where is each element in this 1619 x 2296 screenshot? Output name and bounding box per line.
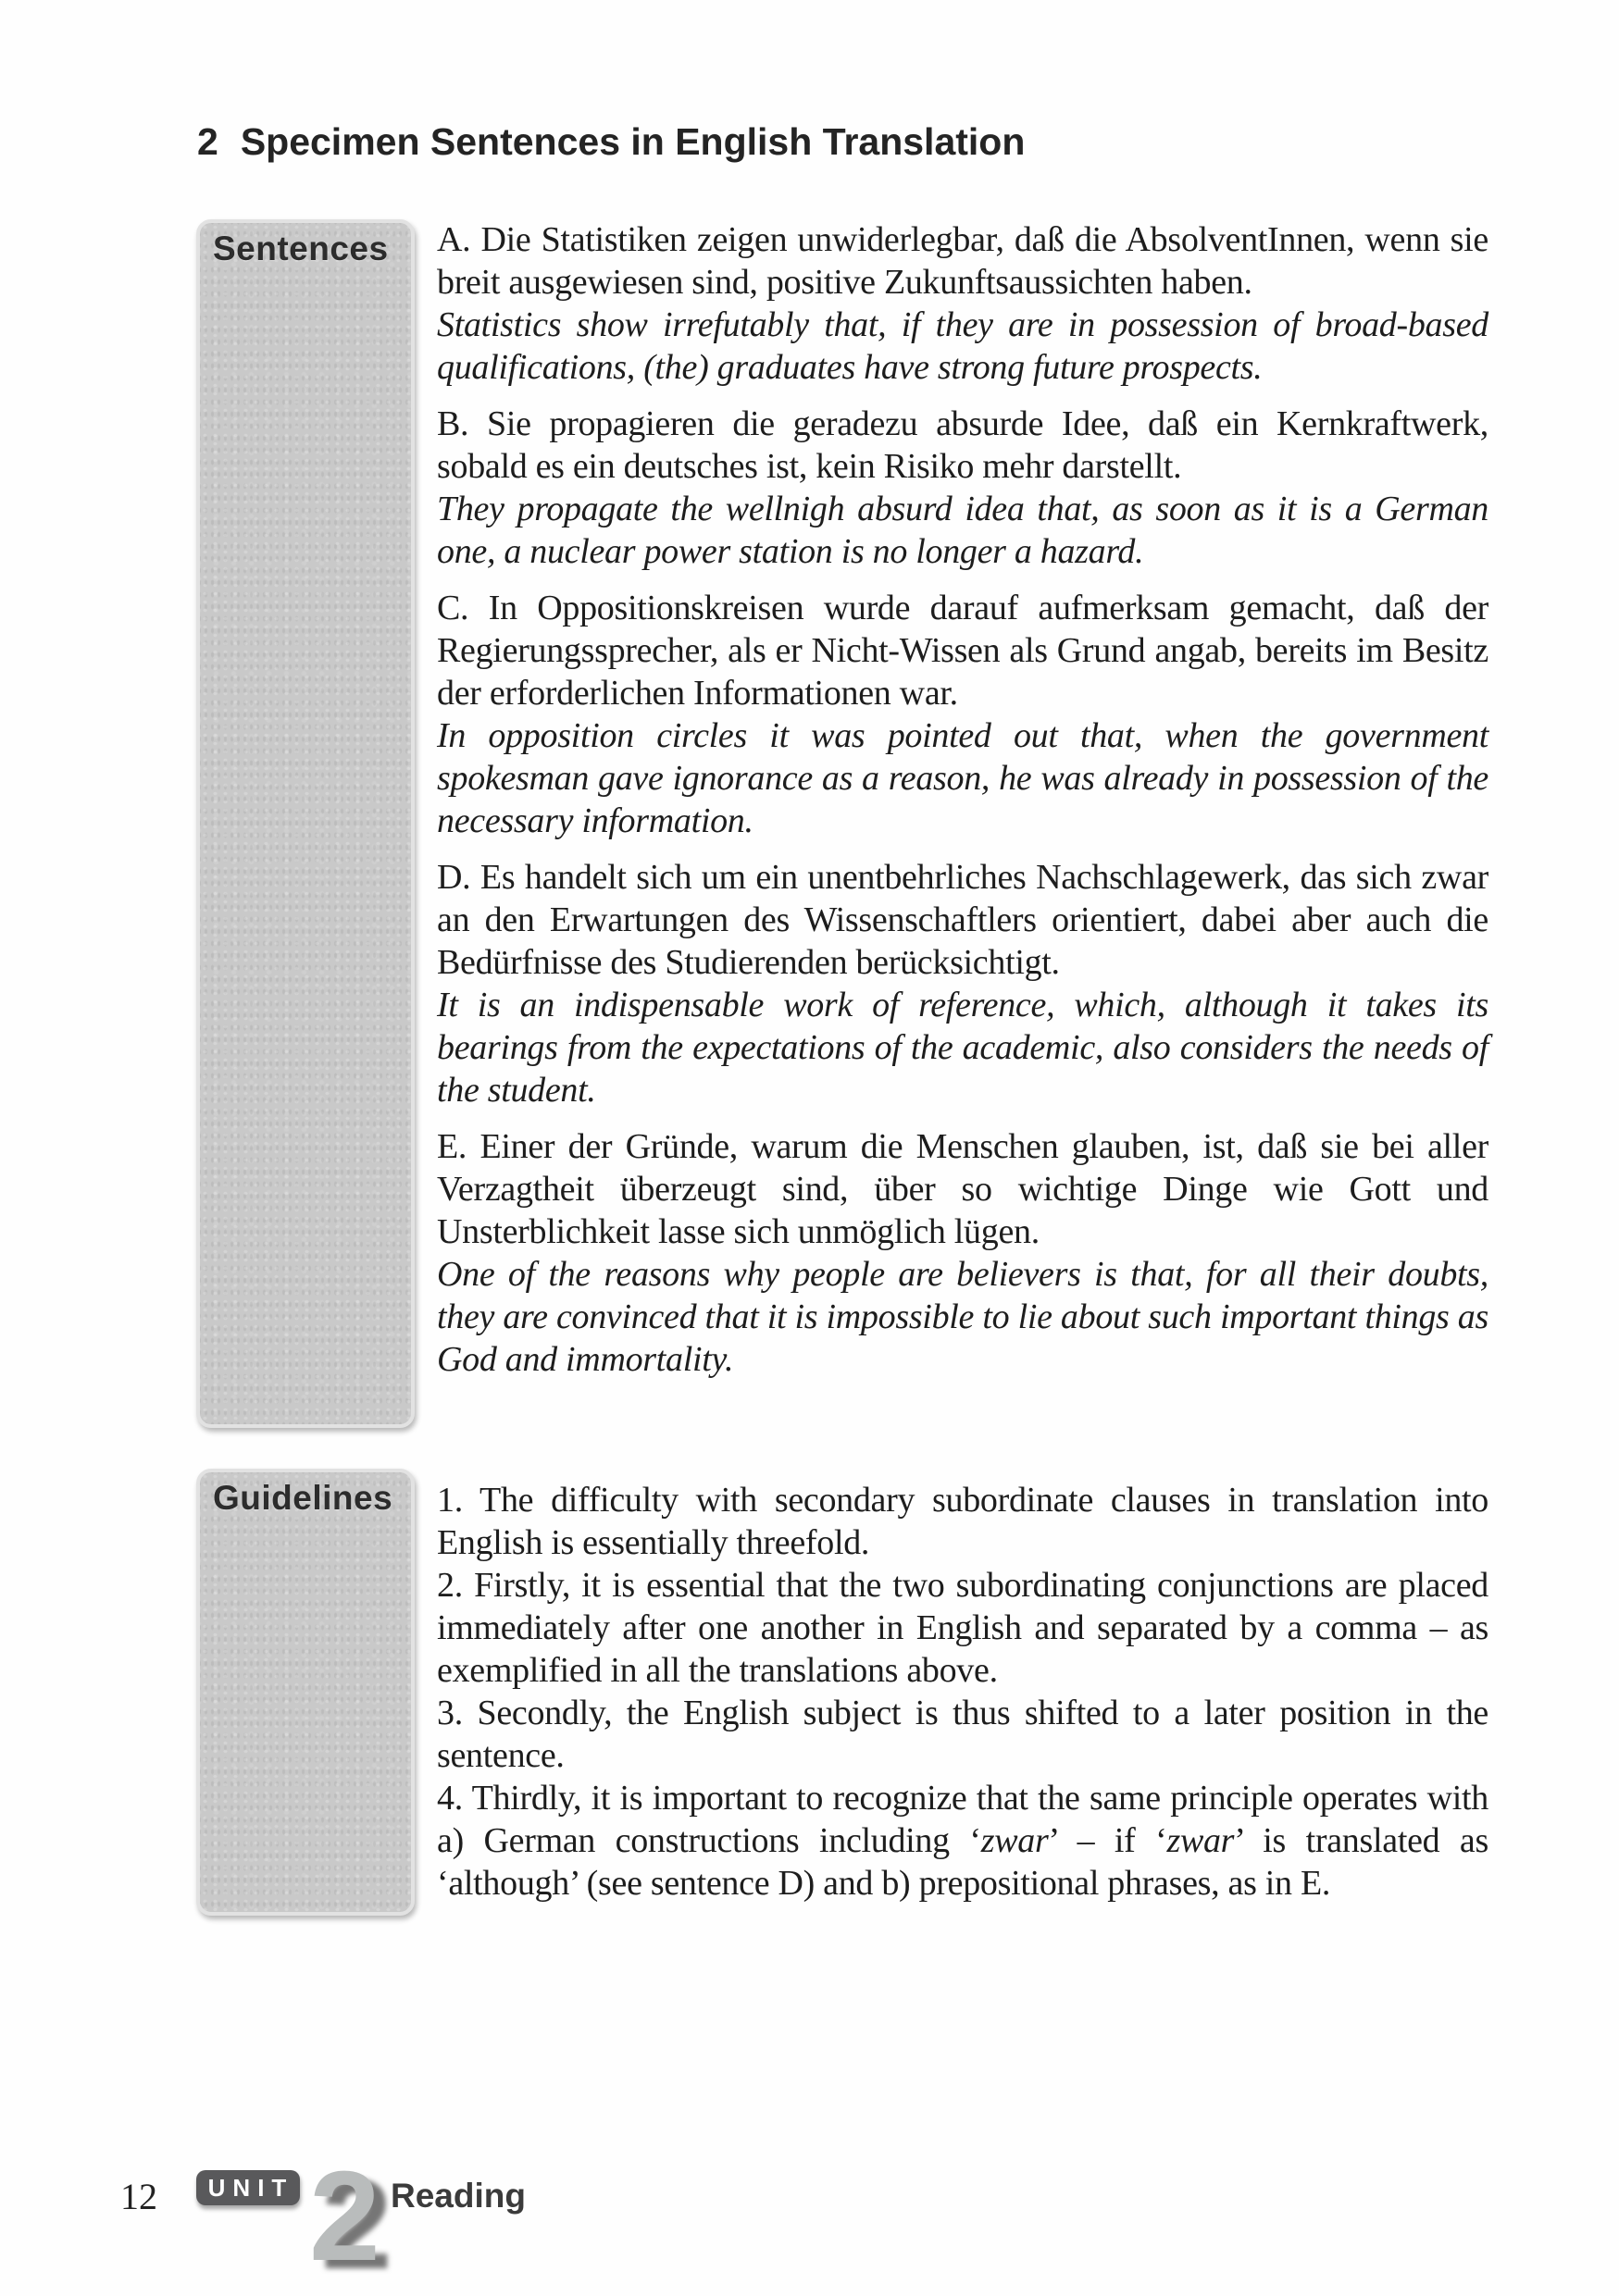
german-sentence-e: E. Einer der Gründe, warum die Menschen glauben, ist, daß sie bei aller Verzagtheit überzeugt sind, über so wichtige Dinge wie Gott und Unsterblichkeit lasse sich unmöglich lügen. [437, 1127, 1488, 1251]
sentences-label: Sentences [213, 230, 389, 267]
english-translation-d: It is an indispensable work of reference, which, although it takes its bearings from the expectations of the academic, also considers the needs of the student. [437, 986, 1488, 1110]
english-translation-b: They propagate the wellnigh absurd idea that, as soon as it is a German one, a nuclear power station is no longer a hazard. [437, 490, 1488, 571]
sentence-block-e [437, 1125, 1488, 1381]
guideline-4-zwar-italic: zwar [1166, 1821, 1235, 1860]
guideline-item-3: 3. Secondly, the English subject is thus shifted to a later position in the sentence. [437, 1694, 1488, 1775]
german-sentence-b: B. Sie propagieren die geradezu absurde Idee, daß ein Kernkraftwerk, sobald es ein deutsches ist, kein Risiko mehr darstellt. [437, 404, 1488, 486]
guideline-4-segment: ’ is translated as ‘although’ (see sentence D) and b) prepositional phrases, as in E. [437, 1821, 1488, 1903]
english-translation-c: In opposition circles it was pointed out that, when the government spokesman gave ignorance as a reason, he was already in possession of the necessary information. [437, 716, 1488, 840]
heading-number: 2 [197, 120, 218, 163]
guideline-item-4 [437, 1777, 1488, 1905]
sentences-sidebar-box [196, 219, 415, 1428]
guideline-4-segment: ’ – if ‘ [1048, 1821, 1167, 1860]
sentence-block-a [437, 218, 1488, 389]
guidelines-sidebar-box [196, 1469, 415, 1916]
sentence-block-b [437, 403, 1488, 573]
sentence-block-c [437, 587, 1488, 842]
german-sentence-a: A. Die Statistiken zeigen unwiderlegbar, daß die AbsolventInnen, wenn sie breit ausgewiesen sind, positive Zukunftsaussichten haben. [437, 220, 1488, 302]
english-translation-a: Statistics show irrefutably that, if they are in possession of broad-based qualifications, (the) graduates have strong future prospects. [437, 305, 1488, 387]
guidelines-text-column [437, 1479, 1488, 1905]
sentence-block-d [437, 856, 1488, 1111]
guideline-4-segment: 4. Thirdly, it is important to recognize that the same principle operates with a) German constructions including ‘ [437, 1779, 1488, 1860]
guideline-item-1: 1. The difficulty with secondary subordinate clauses in translation into English is essentially threefold. [437, 1481, 1488, 1562]
page-heading [197, 121, 1025, 163]
heading-title: Specimen Sentences in English Translation [240, 120, 1026, 163]
unit-number-numeral: 2 [309, 2145, 380, 2288]
german-sentence-d: D. Es handelt sich um ein unentbehrliches Nachschlagewerk, das sich zwar an den Erwartungen des Wissenschaftlers orientiert, dabei aber auch die Bedürfnisse des Studierenden berücksichtigt. [437, 858, 1488, 982]
guidelines-label: Guidelines [213, 1479, 393, 1517]
unit-badge: UNIT [196, 2170, 300, 2205]
german-sentence-c: C. In Oppositionskreisen wurde darauf aufmerksam gemacht, daß der Regierungssprecher, als er Nicht-Wissen als Grund angab, bereits im Besitz der erforderlichen Informationen war. [437, 589, 1488, 713]
guideline-item-2: 2. Firstly, it is essential that the two subordinating conjunctions are placed immediately after one another in English and separated by a comma – as exemplified in all the translations above. [437, 1566, 1488, 1690]
guideline-4-zwar-italic: zwar [980, 1821, 1049, 1860]
page-number: 12 [120, 2176, 157, 2217]
english-translation-e: One of the reasons why people are believers is that, for all their doubts, they are convinced that it is impossible to lie about such important things as God and immortality. [437, 1255, 1488, 1379]
sentences-text-column [437, 218, 1488, 1395]
section-label: Reading [391, 2177, 526, 2215]
